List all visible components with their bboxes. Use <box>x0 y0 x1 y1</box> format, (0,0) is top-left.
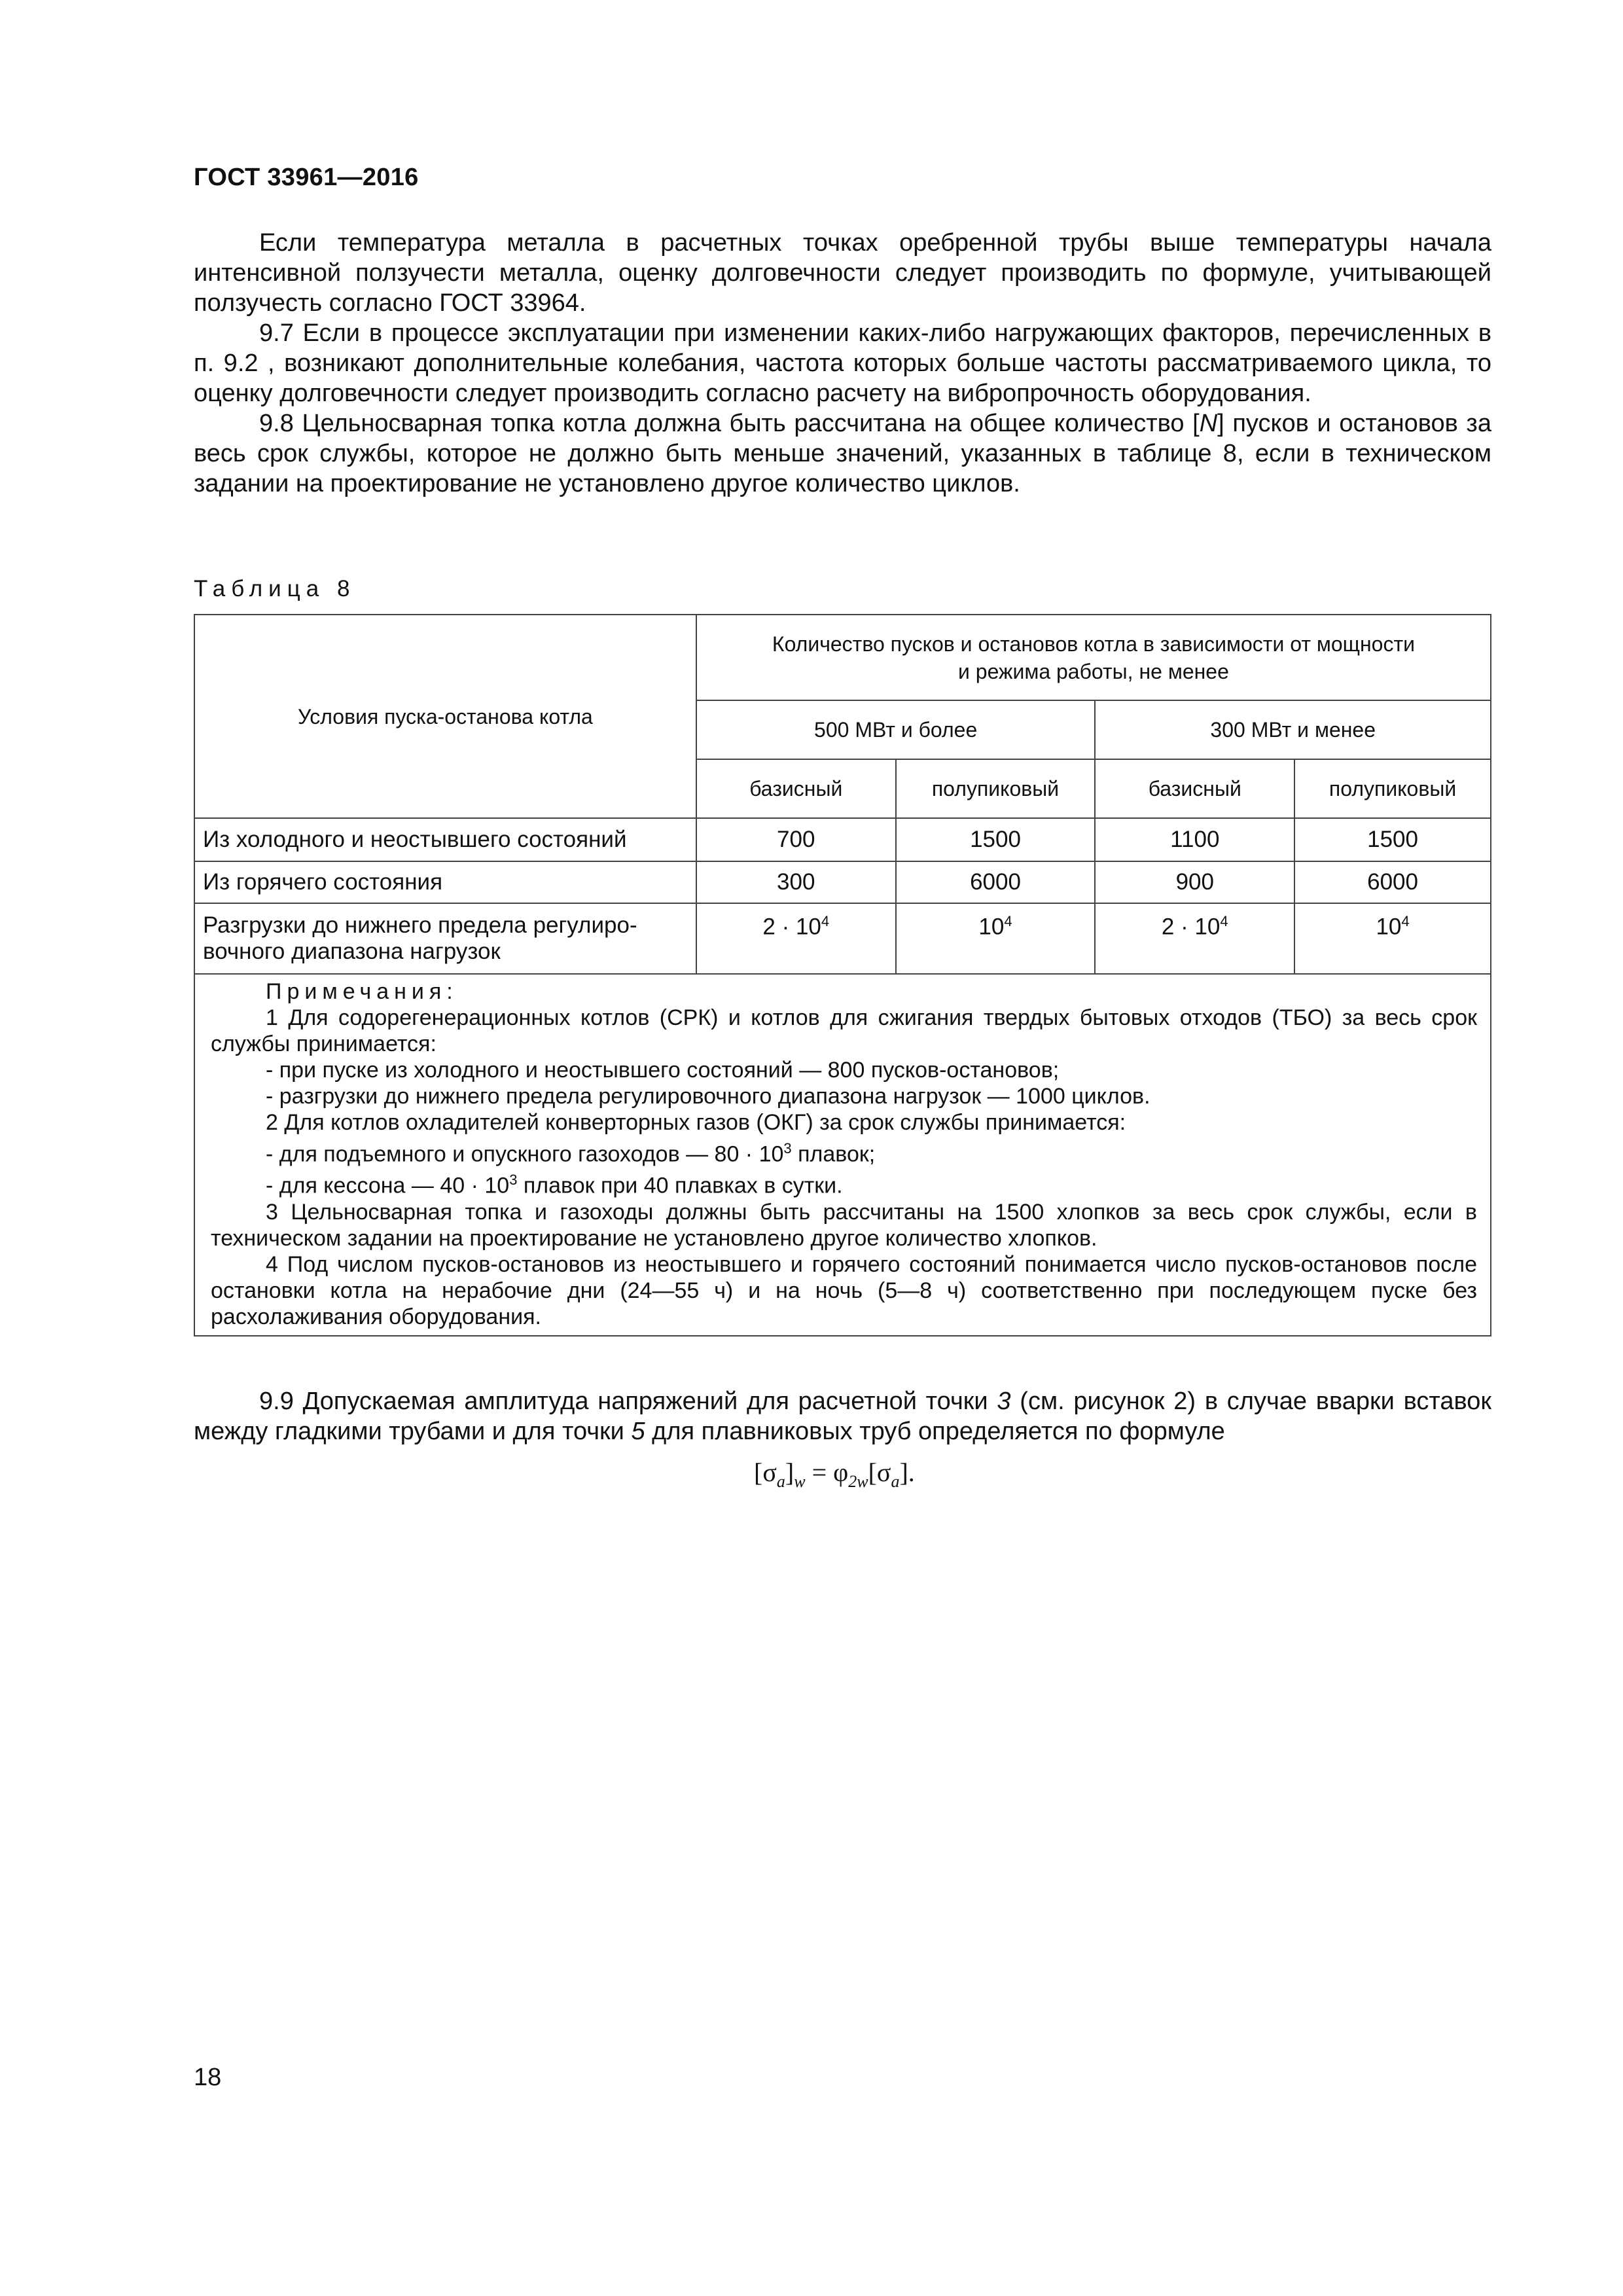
note-2: 2 Для котлов охладителей конверторных газов (ОКГ) за срок службы принимается: <box>266 1110 1126 1135</box>
count-header-line2: и режима работы, не менее <box>958 659 1229 683</box>
formula-sub: a <box>891 1472 900 1491</box>
table-cell: 300 <box>696 861 896 903</box>
formula-part: = φ <box>805 1458 849 1487</box>
document-header: ГОСТ 33961—2016 <box>194 164 419 191</box>
point-3: 3 <box>997 1388 1011 1415</box>
paragraph-9-8-end: ] пусков и остановов за весь срок службы, которое не должно быть меньше значений, указанных в таблице 8, если в техническом задании на проектирование не установлено другое количество циклов. <box>194 410 1491 497</box>
table-cell: 6000 <box>896 861 1096 903</box>
paragraph-9-8 <box>194 408 1491 499</box>
body-text-bottom <box>194 1386 1491 1446</box>
conditions-header: Условия пуска-останова котла <box>194 615 696 818</box>
power-high-header: 500 МВт и более <box>696 700 1096 759</box>
note-1b: - разгрузки до нижнего предела регулировочного диапазона нагрузок — 1000 циклов. <box>266 1084 1150 1109</box>
exponent: 4 <box>1004 913 1012 929</box>
value-base: 2 · 10 <box>1161 914 1221 940</box>
body-text-top <box>194 228 1491 499</box>
table-cell <box>696 903 896 974</box>
row-label: Из горячего состояния <box>194 861 696 903</box>
paragraph-9-9-mid: (см. рисунок 2) в случае вварки вставок между гладкими трубами и для точки <box>194 1388 1491 1445</box>
table-cell: 700 <box>696 818 896 861</box>
paragraph-9-7: 9.7 Если в процессе эксплуатации при изменении каких-либо нагружающих факторов, перечисленных в п. 9.2 , возникают дополнительные колебания, частота которых больше частоты рассматриваемого цикла, то оценку долговечности следует производить согласно расчету на вибропрочность оборудования. <box>194 319 1491 407</box>
table-cell <box>896 903 1096 974</box>
value-peak: 10 <box>978 914 1005 940</box>
mode-semipeak-high: полупиковый <box>896 759 1096 818</box>
paragraph-9-9-start: 9.9 Допускаемая амплитуда напряжений для расчетной точки <box>259 1388 997 1415</box>
notes-row <box>194 974 1491 1336</box>
formula <box>754 1457 915 1492</box>
note-2b <box>211 1167 1477 1198</box>
table-cell: 6000 <box>1294 861 1491 903</box>
formula-part: ]. <box>899 1458 915 1487</box>
row-label: Из холодного и неостывшего состояний <box>194 818 696 861</box>
value-peak: 10 <box>1376 914 1402 940</box>
row-label-line2: вочного диапазона нагрузок <box>203 939 501 964</box>
note-4: 4 Под числом пусков-остановов из неостывшего и горячего состояний понимается число пусков-остановов после остановки котла на нерабочие дни (24—55 ч) и на ночь (5—8 ч) соответственно при последующем пуске без расхолаживания оборудования. <box>211 1251 1477 1329</box>
formula-sub: w <box>794 1472 806 1491</box>
note-1a: - при пуске из холодного и неостывшего состояний — 800 пусков-остановов; <box>266 1058 1060 1083</box>
table-cell: 1500 <box>1294 818 1491 861</box>
note-2b-text: - для кессона — 40 · 10 <box>266 1173 510 1198</box>
table-8 <box>194 614 1491 1336</box>
note-2b-end: плавок при 40 плавках в сутки. <box>517 1173 843 1198</box>
table-row <box>194 903 1491 974</box>
table-cell: 1500 <box>896 818 1096 861</box>
formula-sub: a <box>776 1472 785 1491</box>
exponent: 3 <box>509 1172 518 1189</box>
table-cell <box>1095 903 1294 974</box>
note-1: 1 Для содорегенерационных котлов (СРК) и котлов для сжигания твердых бытовых отходов (ТБО) за весь срок службы принимается: <box>211 1005 1477 1056</box>
exponent: 4 <box>1401 913 1410 929</box>
paragraph-9-9-end: для плавниковых труб определяется по формуле <box>645 1418 1225 1445</box>
paragraph-9-9 <box>194 1386 1491 1446</box>
count-header <box>696 615 1491 700</box>
table-row <box>194 861 1491 903</box>
note-2a-text: - для подъемного и опускного газоходов — 80 · 10 <box>266 1141 784 1167</box>
table-caption: Таблица 8 <box>194 576 356 601</box>
paragraph-9-8-start: 9.8 Цельносварная топка котла должна быть рассчитана на общее количество [ <box>259 410 1200 437</box>
exponent: 4 <box>821 913 830 929</box>
row-label-line1: Разгрузки до нижнего предела регулиро- <box>203 912 637 938</box>
row-label <box>194 903 696 974</box>
note-2a-end: плавок; <box>791 1141 876 1167</box>
formula-part: [σ <box>868 1458 891 1487</box>
variable-n: N <box>1199 410 1218 437</box>
table-cell: 1100 <box>1095 818 1294 861</box>
page-number: 18 <box>194 2064 222 2091</box>
notes-title: Примечания: <box>266 979 458 1004</box>
exponent: 3 <box>783 1140 792 1157</box>
table-cell <box>1294 903 1491 974</box>
table-notes <box>194 974 1491 1336</box>
formula-part: ] <box>785 1458 794 1487</box>
table-cell: 900 <box>1095 861 1294 903</box>
exponent: 4 <box>1220 913 1228 929</box>
point-5: 5 <box>631 1418 645 1445</box>
note-3: 3 Цельносварная топка и газоходы должны быть рассчитаны на 1500 хлопков за весь срок службы, если в техническом задании на проектирование не установлено другое количество хлопков. <box>211 1199 1477 1251</box>
formula-sub: 2w <box>848 1472 868 1491</box>
note-2a <box>211 1136 1477 1167</box>
count-header-line1: Количество пусков и остановов котла в зависимости от мощности <box>772 632 1415 656</box>
mode-semipeak-low: полупиковый <box>1294 759 1491 818</box>
mode-base-low: базисный <box>1095 759 1294 818</box>
paragraph-creep: Если температура металла в расчетных точках оребренной трубы выше температуры начала интенсивной ползучести металла, оценку долговечности следует производить по формуле, учитывающей ползучесть согласно ГОСТ 33964. <box>194 229 1491 317</box>
value-base: 2 · 10 <box>762 914 821 940</box>
mode-base-high: базисный <box>696 759 896 818</box>
formula-part: [σ <box>754 1458 777 1487</box>
power-low-header: 300 МВт и менее <box>1095 700 1491 759</box>
table-row <box>194 818 1491 861</box>
